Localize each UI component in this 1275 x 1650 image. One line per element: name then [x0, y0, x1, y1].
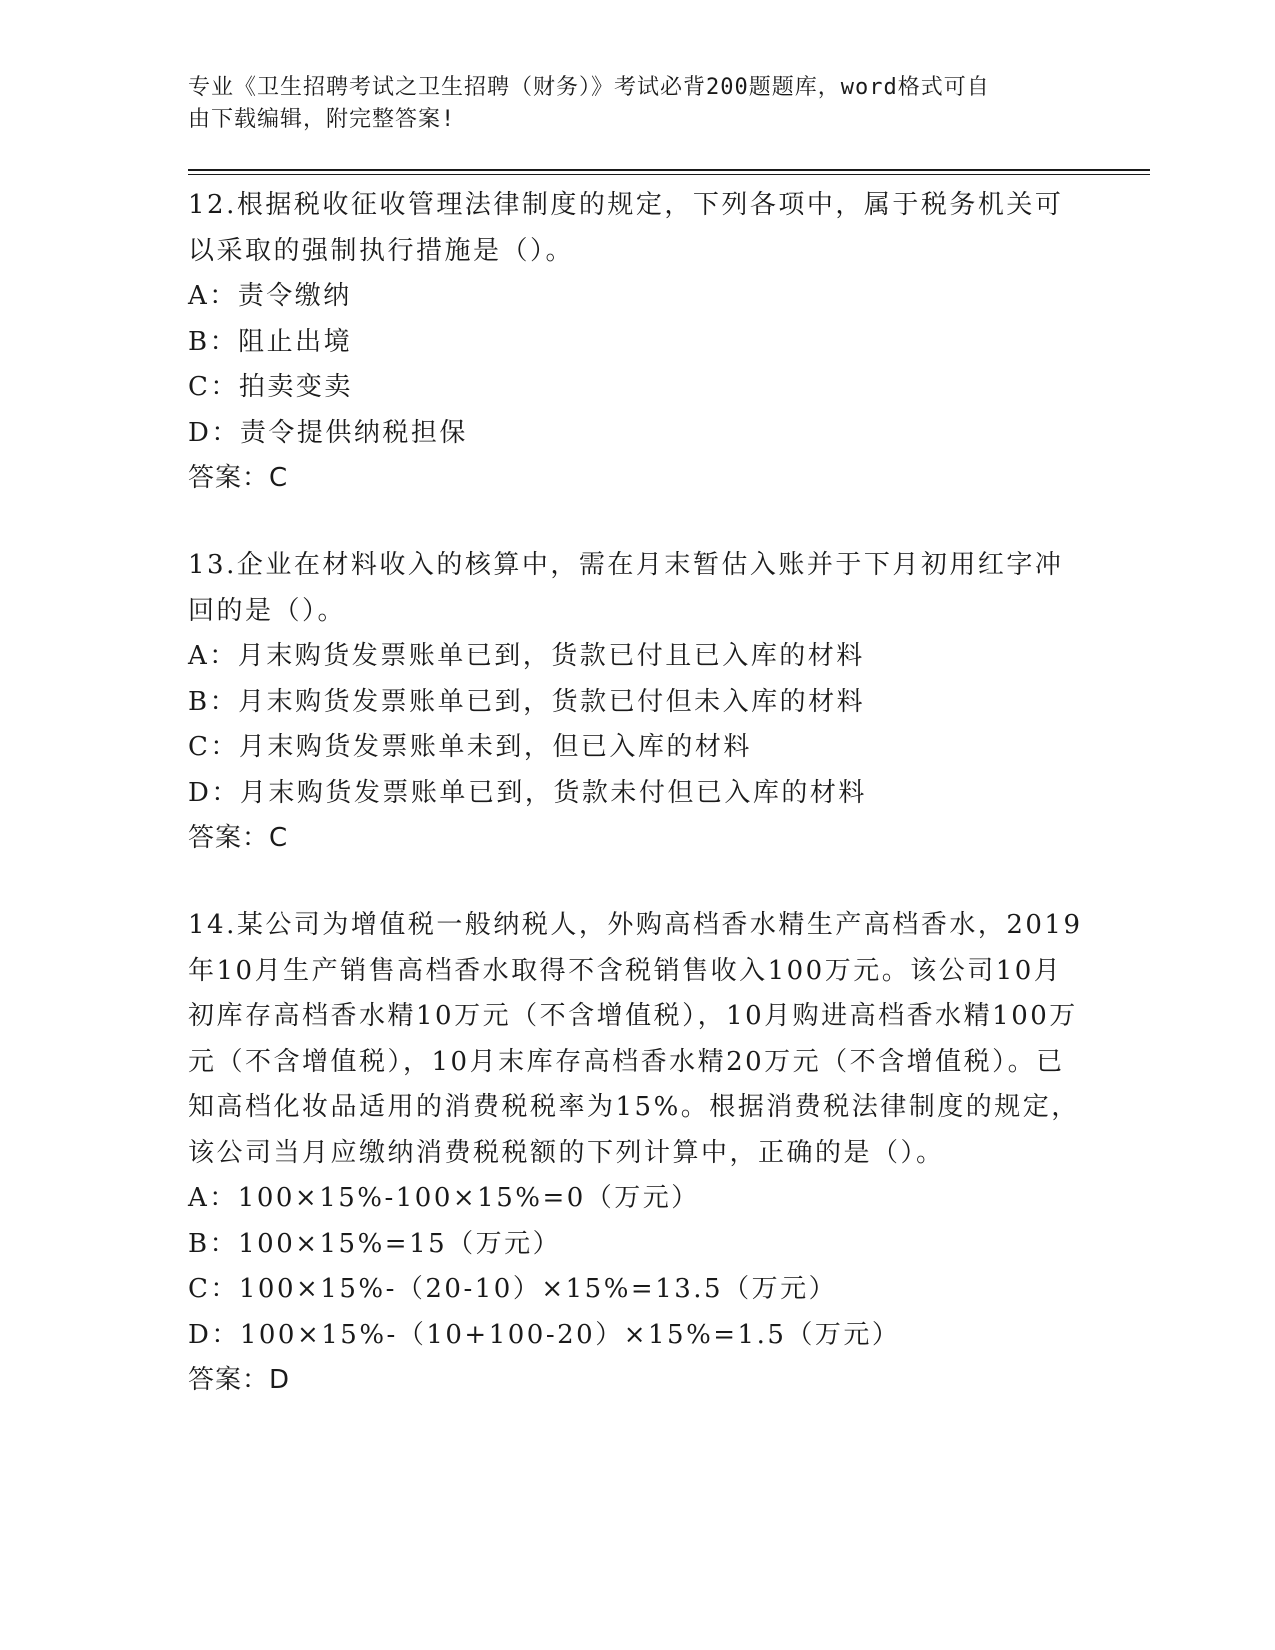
option-a: A：100×15%-100×15%=0（万元） [188, 1183, 700, 1213]
question-list [188, 183, 1150, 1403]
question-14 [188, 903, 1150, 1403]
question-12 [188, 183, 1150, 501]
option-b: B：100×15%=15（万元） [188, 1228, 562, 1259]
header-title-line-2: 由下载编辑，附完整答案! [188, 107, 456, 132]
document-header [188, 72, 1068, 136]
answer: 答案：D [188, 1365, 291, 1395]
answer: 答案：C [188, 823, 289, 853]
question-text: 12.根据税收征收管理法律制度的规定，下列各项中，属于税务机关可以采取的强制执行措施是（）。 [188, 190, 1064, 266]
answer: 答案：C [188, 463, 289, 493]
option-c: C：拍卖变卖 [188, 372, 353, 402]
option-b: B：阻止出境 [188, 326, 353, 357]
header-divider [188, 169, 1150, 175]
option-c: C：100×15%-（20-10）×15%=13.5（万元） [188, 1274, 838, 1304]
option-a: A：责令缴纳 [188, 281, 352, 311]
option-c: C：月末购货发票账单未到，但已入库的材料 [188, 732, 752, 762]
option-d: D：100×15%-（10+100-20）×15%=1.5（万元） [188, 1319, 901, 1350]
question-spacer [188, 501, 1150, 543]
option-d: D：月末购货发票账单已到，货款未付但已入库的材料 [188, 777, 867, 808]
option-a: A：月末购货发票账单已到，货款已付且已入库的材料 [188, 641, 865, 671]
question-text: 14.某公司为增值税一般纳税人，外购高档香水精生产高档香水，2019年10月生产销售高档香水取得不含税销售收入100万元。该公司10月初库存高档香水精10万元（不含增值税），10月购进高档香水精100万元（不含增值税），10月末库存高档香水精20万元（不含增值税）。已知高档化妆品适用的消费税税率为15%。根据消费税法律制度的规定，该公司当月应缴纳消费税税额的下列计算中，正确的是（）。 [188, 910, 1083, 1168]
header-title-line-1: 专业《卫生招聘考试之卫生招聘（财务）》考试必背200题题库，word格式可自 [188, 75, 990, 100]
question-13 [188, 543, 1150, 861]
question-text: 13.企业在材料收入的核算中，需在月末暂估入账并于下月初用红字冲回的是（）。 [188, 550, 1064, 626]
document-page [188, 72, 1150, 1403]
option-d: D：责令提供纳税担保 [188, 417, 468, 448]
question-spacer [188, 861, 1150, 903]
option-b: B：月末购货发票账单已到，货款已付但未入库的材料 [188, 686, 866, 717]
